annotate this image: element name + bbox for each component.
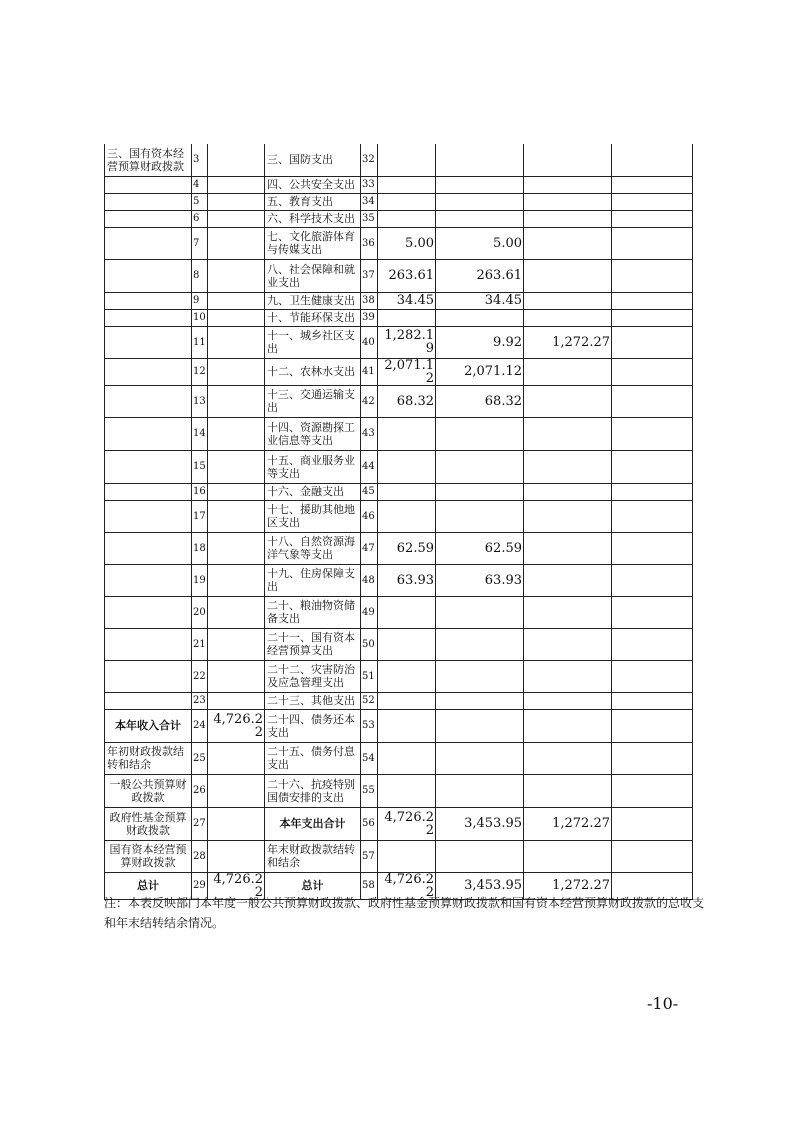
expense-item-label: 七、文化旅游体育与传媒支出 <box>265 227 361 259</box>
income-amount <box>208 227 265 259</box>
income-line-number: 23 <box>192 692 208 709</box>
state-capital-amount <box>612 660 693 692</box>
expense-line-number: 42 <box>361 385 378 417</box>
expense-line-number: 55 <box>361 774 378 807</box>
income-item-label <box>105 259 192 292</box>
government-fund-amount <box>524 210 612 227</box>
expense-line-number: 46 <box>361 500 378 532</box>
table-row <box>105 176 693 193</box>
expense-total <box>378 660 436 692</box>
income-item-label: 本年收入合计 <box>105 709 192 742</box>
expense-total <box>378 144 436 176</box>
expense-total: 68.32 <box>378 385 436 417</box>
income-amount <box>208 450 265 483</box>
general-budget-amount: 3,453.95 <box>436 872 524 899</box>
table-row <box>105 326 693 358</box>
expense-total <box>378 596 436 628</box>
general-budget-amount <box>436 500 524 532</box>
income-item-label: 一般公共预算财政拨款 <box>105 774 192 807</box>
table-row <box>105 259 693 292</box>
expense-total: 263.61 <box>378 259 436 292</box>
expense-total <box>378 210 436 227</box>
expense-line-number: 36 <box>361 227 378 259</box>
income-line-number: 3 <box>192 144 208 176</box>
expense-total: 1,282.19 <box>378 326 436 358</box>
expense-line-number: 38 <box>361 292 378 309</box>
expense-line-number: 45 <box>361 483 378 500</box>
government-fund-amount <box>524 292 612 309</box>
government-fund-amount <box>524 385 612 417</box>
expense-line-number: 49 <box>361 596 378 628</box>
income-line-number: 8 <box>192 259 208 292</box>
general-budget-amount <box>436 210 524 227</box>
state-capital-amount <box>612 483 693 500</box>
expense-line-number: 52 <box>361 692 378 709</box>
income-amount <box>208 692 265 709</box>
state-capital-amount <box>612 742 693 774</box>
state-capital-amount <box>612 309 693 326</box>
general-budget-amount: 9.92 <box>436 326 524 358</box>
income-line-number: 29 <box>192 872 208 899</box>
table-row <box>105 309 693 326</box>
general-budget-amount <box>436 596 524 628</box>
expense-total: 34.45 <box>378 292 436 309</box>
expense-item-label: 十六、金融支出 <box>265 483 361 500</box>
state-capital-amount <box>612 385 693 417</box>
government-fund-amount <box>524 692 612 709</box>
table-row <box>105 596 693 628</box>
income-line-number: 28 <box>192 840 208 872</box>
expense-item-label: 十九、住房保障支出 <box>265 564 361 596</box>
expense-item-label: 年末财政拨款结转和结余 <box>265 840 361 872</box>
income-item-label <box>105 692 192 709</box>
income-line-number: 5 <box>192 193 208 210</box>
expense-item-label: 十七、援助其他地区支出 <box>265 500 361 532</box>
expense-total: 62.59 <box>378 532 436 564</box>
government-fund-amount: 1,272.27 <box>524 807 612 840</box>
expense-line-number: 51 <box>361 660 378 692</box>
expense-line-number: 56 <box>361 807 378 840</box>
income-item-label <box>105 564 192 596</box>
government-fund-amount <box>524 144 612 176</box>
government-fund-amount <box>524 660 612 692</box>
expense-line-number: 32 <box>361 144 378 176</box>
table-body <box>105 144 693 899</box>
expense-item-label: 五、教育支出 <box>265 193 361 210</box>
expense-item-label: 十四、资源勘探工业信息等支出 <box>265 417 361 450</box>
income-line-number: 26 <box>192 774 208 807</box>
table-row <box>105 417 693 450</box>
general-budget-amount <box>436 176 524 193</box>
income-amount <box>208 292 265 309</box>
general-budget-amount <box>436 144 524 176</box>
expense-total: 63.93 <box>378 564 436 596</box>
expense-item-label: 四、公共安全支出 <box>265 176 361 193</box>
government-fund-amount <box>524 532 612 564</box>
expense-line-number: 47 <box>361 532 378 564</box>
government-fund-amount <box>524 564 612 596</box>
government-fund-amount <box>524 309 612 326</box>
state-capital-amount <box>612 193 693 210</box>
expense-line-number: 57 <box>361 840 378 872</box>
expense-item-label: 二十、粮油物资储备支出 <box>265 596 361 628</box>
expense-line-number: 37 <box>361 259 378 292</box>
state-capital-amount <box>612 807 693 840</box>
income-amount <box>208 210 265 227</box>
general-budget-amount <box>436 483 524 500</box>
income-item-label <box>105 532 192 564</box>
expense-item-label: 十八、自然资源海洋气象等支出 <box>265 532 361 564</box>
general-budget-amount <box>436 193 524 210</box>
expense-line-number: 44 <box>361 450 378 483</box>
expense-total: 4,726.22 <box>378 807 436 840</box>
income-amount <box>208 628 265 660</box>
general-budget-amount: 68.32 <box>436 385 524 417</box>
general-budget-amount: 2,071.12 <box>436 358 524 385</box>
expense-item-label: 十三、交通运输支出 <box>265 385 361 417</box>
state-capital-amount <box>612 259 693 292</box>
income-amount <box>208 309 265 326</box>
table-row <box>105 144 693 176</box>
government-fund-amount <box>524 176 612 193</box>
income-item-label <box>105 483 192 500</box>
expense-item-label: 三、国防支出 <box>265 144 361 176</box>
income-amount: 4,726.22 <box>208 709 265 742</box>
income-line-number: 20 <box>192 596 208 628</box>
table-row <box>105 628 693 660</box>
income-line-number: 4 <box>192 176 208 193</box>
income-amount <box>208 193 265 210</box>
income-line-number: 13 <box>192 385 208 417</box>
state-capital-amount <box>612 358 693 385</box>
expense-total <box>378 450 436 483</box>
state-capital-amount <box>612 709 693 742</box>
income-amount <box>208 596 265 628</box>
income-line-number: 11 <box>192 326 208 358</box>
income-item-label <box>105 227 192 259</box>
state-capital-amount <box>612 532 693 564</box>
state-capital-amount <box>612 564 693 596</box>
income-item-label: 年初财政拨款结转和结余 <box>105 742 192 774</box>
income-amount <box>208 483 265 500</box>
income-line-number: 27 <box>192 807 208 840</box>
state-capital-amount <box>612 144 693 176</box>
income-amount <box>208 660 265 692</box>
expense-item-label: 九、卫生健康支出 <box>265 292 361 309</box>
income-line-number: 17 <box>192 500 208 532</box>
income-item-label <box>105 176 192 193</box>
general-budget-amount <box>436 774 524 807</box>
general-budget-amount: 263.61 <box>436 259 524 292</box>
state-capital-amount <box>612 774 693 807</box>
expense-item-label: 六、科学技术支出 <box>265 210 361 227</box>
government-fund-amount <box>524 483 612 500</box>
income-amount <box>208 500 265 532</box>
general-budget-amount: 62.59 <box>436 532 524 564</box>
income-amount <box>208 774 265 807</box>
income-amount <box>208 144 265 176</box>
table-row <box>105 385 693 417</box>
income-item-label: 总计 <box>105 872 192 899</box>
income-item-label <box>105 660 192 692</box>
expense-line-number: 54 <box>361 742 378 774</box>
table-row <box>105 450 693 483</box>
expense-total <box>378 692 436 709</box>
income-amount <box>208 417 265 450</box>
expense-item-label: 二十三、其他支出 <box>265 692 361 709</box>
expense-line-number: 41 <box>361 358 378 385</box>
state-capital-amount <box>612 500 693 532</box>
table-row <box>105 358 693 385</box>
expense-total: 5.00 <box>378 227 436 259</box>
state-capital-amount <box>612 692 693 709</box>
expense-item-label: 本年支出合计 <box>265 807 361 840</box>
government-fund-amount <box>524 500 612 532</box>
expense-total <box>378 193 436 210</box>
income-line-number: 9 <box>192 292 208 309</box>
state-capital-amount <box>612 417 693 450</box>
income-item-label <box>105 385 192 417</box>
expense-total <box>378 417 436 450</box>
table-row <box>105 564 693 596</box>
government-fund-amount: 1,272.27 <box>524 326 612 358</box>
expense-total <box>378 774 436 807</box>
government-fund-amount <box>524 774 612 807</box>
state-capital-amount <box>612 227 693 259</box>
table-row <box>105 742 693 774</box>
general-budget-amount: 5.00 <box>436 227 524 259</box>
expense-total <box>378 709 436 742</box>
general-budget-amount <box>436 742 524 774</box>
table-row <box>105 532 693 564</box>
table-row <box>105 210 693 227</box>
income-line-number: 16 <box>192 483 208 500</box>
income-amount <box>208 807 265 840</box>
table-row <box>105 840 693 872</box>
expense-item-label: 十五、商业服务业等支出 <box>265 450 361 483</box>
general-budget-amount <box>436 692 524 709</box>
income-line-number: 25 <box>192 742 208 774</box>
financial-allocation-table <box>104 144 693 900</box>
income-amount <box>208 742 265 774</box>
income-amount <box>208 259 265 292</box>
expense-line-number: 58 <box>361 872 378 899</box>
income-line-number: 6 <box>192 210 208 227</box>
government-fund-amount <box>524 709 612 742</box>
state-capital-amount <box>612 840 693 872</box>
expense-item-label: 总计 <box>265 872 361 899</box>
income-line-number: 7 <box>192 227 208 259</box>
income-item-label <box>105 326 192 358</box>
expense-item-label: 二十六、抗疫特别国债安排的支出 <box>265 774 361 807</box>
general-budget-amount <box>436 628 524 660</box>
table-row <box>105 292 693 309</box>
income-item-label <box>105 210 192 227</box>
expense-item-label: 二十一、国有资本经营预算支出 <box>265 628 361 660</box>
income-amount <box>208 840 265 872</box>
table-footnote: 注：本表反映部门本年度一般公共预算财政拨款、政府性基金预算财政拨款和国有资本经营预算财政拨款的总收支和年末结转结余情况。 <box>104 896 705 930</box>
state-capital-amount <box>612 628 693 660</box>
table-row <box>105 500 693 532</box>
expense-line-number: 48 <box>361 564 378 596</box>
table-row <box>105 807 693 840</box>
income-amount <box>208 326 265 358</box>
expense-total <box>378 483 436 500</box>
general-budget-amount: 3,453.95 <box>436 807 524 840</box>
government-fund-amount <box>524 596 612 628</box>
general-budget-amount <box>436 309 524 326</box>
expense-line-number: 50 <box>361 628 378 660</box>
expense-line-number: 35 <box>361 210 378 227</box>
expense-line-number: 53 <box>361 709 378 742</box>
state-capital-amount <box>612 326 693 358</box>
state-capital-amount <box>612 210 693 227</box>
expense-item-label: 二十五、债务付息支出 <box>265 742 361 774</box>
state-capital-amount <box>612 292 693 309</box>
income-line-number: 14 <box>192 417 208 450</box>
expense-total: 2,071.12 <box>378 358 436 385</box>
government-fund-amount <box>524 450 612 483</box>
expense-item-label: 十、节能环保支出 <box>265 309 361 326</box>
expense-item-label: 八、社会保障和就业支出 <box>265 259 361 292</box>
expense-total <box>378 500 436 532</box>
government-fund-amount <box>524 227 612 259</box>
general-budget-amount <box>436 417 524 450</box>
government-fund-amount <box>524 417 612 450</box>
expense-line-number: 43 <box>361 417 378 450</box>
income-amount <box>208 176 265 193</box>
income-item-label <box>105 193 192 210</box>
income-item-label <box>105 450 192 483</box>
expense-line-number: 40 <box>361 326 378 358</box>
government-fund-amount <box>524 358 612 385</box>
income-item-label <box>105 358 192 385</box>
state-capital-amount <box>612 596 693 628</box>
income-line-number: 22 <box>192 660 208 692</box>
table-row <box>105 660 693 692</box>
income-line-number: 19 <box>192 564 208 596</box>
table-row <box>105 692 693 709</box>
income-line-number: 24 <box>192 709 208 742</box>
government-fund-amount <box>524 193 612 210</box>
expense-total <box>378 628 436 660</box>
income-item-label <box>105 500 192 532</box>
general-budget-amount: 34.45 <box>436 292 524 309</box>
expense-item-label: 十一、城乡社区支出 <box>265 326 361 358</box>
income-item-label: 三、国有资本经营预算财政拨款 <box>105 144 192 176</box>
income-line-number: 12 <box>192 358 208 385</box>
expense-item-label: 二十四、债务还本支出 <box>265 709 361 742</box>
general-budget-amount <box>436 709 524 742</box>
income-amount <box>208 564 265 596</box>
income-line-number: 15 <box>192 450 208 483</box>
government-fund-amount <box>524 742 612 774</box>
income-amount: 4,726.22 <box>208 872 265 899</box>
table-row <box>105 483 693 500</box>
table-row <box>105 709 693 742</box>
government-fund-amount: 1,272.27 <box>524 872 612 899</box>
expense-total <box>378 176 436 193</box>
income-line-number: 21 <box>192 628 208 660</box>
expense-item-label: 十二、农林水支出 <box>265 358 361 385</box>
general-budget-amount <box>436 840 524 872</box>
expense-line-number: 33 <box>361 176 378 193</box>
income-item-label <box>105 628 192 660</box>
income-amount <box>208 385 265 417</box>
state-capital-amount <box>612 176 693 193</box>
income-amount <box>208 532 265 564</box>
government-fund-amount <box>524 259 612 292</box>
government-fund-amount <box>524 840 612 872</box>
income-item-label <box>105 417 192 450</box>
income-line-number: 10 <box>192 309 208 326</box>
table-row <box>105 774 693 807</box>
expense-total <box>378 742 436 774</box>
income-item-label <box>105 309 192 326</box>
table-row <box>105 227 693 259</box>
expense-total <box>378 840 436 872</box>
expense-line-number: 34 <box>361 193 378 210</box>
table-row <box>105 193 693 210</box>
income-item-label <box>105 292 192 309</box>
expense-item-label: 二十二、灾害防治及应急管理支出 <box>265 660 361 692</box>
general-budget-amount: 63.93 <box>436 564 524 596</box>
state-capital-amount <box>612 450 693 483</box>
income-amount <box>208 358 265 385</box>
income-item-label <box>105 596 192 628</box>
income-line-number: 18 <box>192 532 208 564</box>
income-item-label: 国有资本经营预算财政拨款 <box>105 840 192 872</box>
expense-total <box>378 309 436 326</box>
income-item-label: 政府性基金预算财政拨款 <box>105 807 192 840</box>
general-budget-amount <box>436 660 524 692</box>
page-number: -10- <box>647 994 679 1013</box>
general-budget-amount <box>436 450 524 483</box>
expense-total: 4,726.22 <box>378 872 436 899</box>
expense-line-number: 39 <box>361 309 378 326</box>
government-fund-amount <box>524 628 612 660</box>
